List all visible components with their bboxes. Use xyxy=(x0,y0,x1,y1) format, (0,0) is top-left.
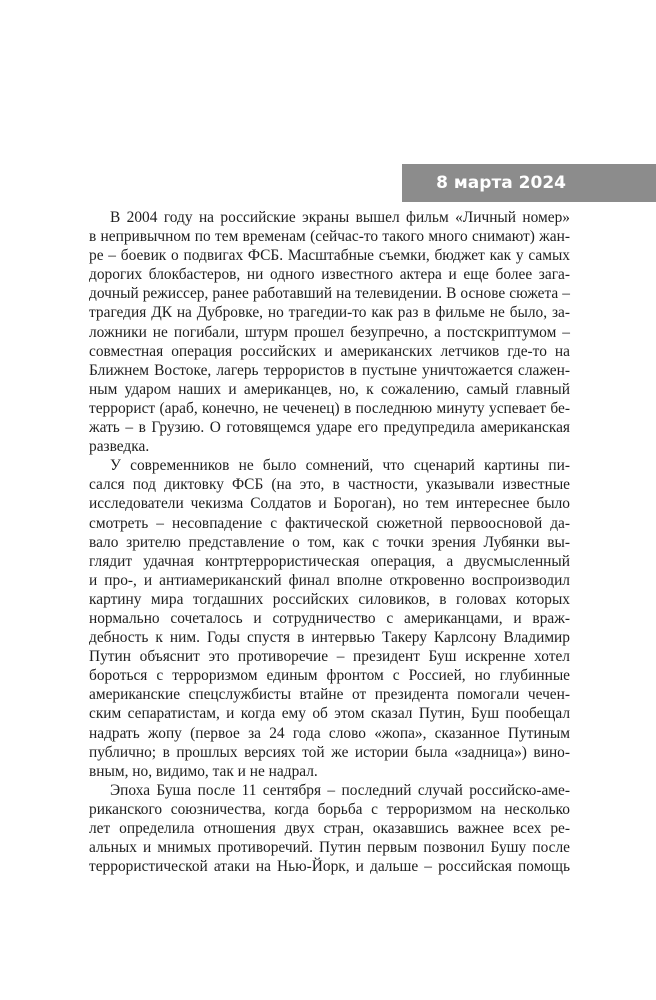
text-line: лет определила отношения двух стран, оказавшись важнее всех ре- xyxy=(89,820,570,837)
text-line: и про-, и антиамериканский финал вполне откровенно воспроизводил xyxy=(89,571,570,589)
paragraph-3 xyxy=(89,781,570,876)
paragraph-1 xyxy=(89,208,570,456)
text-line: Эпоха Буша после 11 сентября – последний случай российско-аме- xyxy=(110,781,570,799)
text-line: жать – в Грузию. О готовящемся ударе его предупредила американская xyxy=(89,419,570,437)
text-line: В 2004 году на российские экраны вышел фильм «Личный номер» xyxy=(110,209,570,226)
text-line: в непривычном по тем временам (сейчас-то такого много снимают) жан- xyxy=(89,228,570,246)
text-line: американские спецслужбисты втайне от президента помогали чечен- xyxy=(89,686,570,704)
text-line: нормально сочеталось и сотрудничество с американцами, и враж- xyxy=(89,609,570,627)
text-line: глядит удачная контртеррористическая операция, а двусмысленный xyxy=(89,552,570,570)
text-line: дорогих блокбастеров, ни одного известного актера и еще более зага- xyxy=(89,266,570,284)
text-line: дочный режиссер, ранее работавший на телевидении. В основе сюжета – xyxy=(89,285,570,303)
date-heading: 8 марта 2024 xyxy=(436,173,566,193)
text-line: публично; в прошлых версиях той же истории была «задница») вино- xyxy=(89,743,570,761)
text-line: смотреть – несовпадение с фактической сюжетной первоосновой да- xyxy=(89,514,570,532)
text-line: совместная операция российских и американских летчиков где-то на xyxy=(89,342,570,360)
text-line: трагедия ДК на Дубровке, но трагедии-то как раз в фильме не было, за- xyxy=(89,304,570,322)
text-line: террористической атаки на Нью-Йорк, и дальше – российская помощь xyxy=(89,858,570,876)
text-line: ским сепаратистам, и когда ему об этом сказал Путин, Буш пообещал xyxy=(89,705,570,723)
date-header-bar xyxy=(402,164,656,202)
text-line: сался под диктовку ФСБ (на это, в частности, указывали известные xyxy=(89,476,570,494)
text-line: ным ударом наших и американцев, но, к сожалению, самый главный xyxy=(89,380,570,398)
text-line: У современников не было сомнений, что сценарий картины пи- xyxy=(110,457,570,475)
text-line: террорист (араб, конечно, не чеченец) в последнюю минуту успевает бе- xyxy=(89,399,570,417)
text-line: риканского союзничества, когда борьба с терроризмом на несколько xyxy=(89,800,570,818)
text-line: вало зрителю представление о том, как с точки зрения Лубянки вы- xyxy=(89,533,570,551)
text-line: ре – боевик о подвигах ФСБ. Масштабные съемки, бюджет как у самых xyxy=(89,247,570,265)
text-line: картину мира тогдашних российских силовиков, в головах которых xyxy=(89,590,570,608)
text-line: вным, но, видимо, так и не надрал. xyxy=(89,762,318,780)
text-line: альных и мнимых противоречий. Путин первым позвонил Бушу после xyxy=(89,839,570,857)
text-line: ложники не погибали, штурм прошел безупречно, а постскриптумом – xyxy=(89,323,570,341)
text-line: надрать жопу (первое за 24 года слово «жопа», сказанное Путиным xyxy=(89,724,570,742)
text-line: Путин объяснит это противоречие – президент Буш искренне хотел xyxy=(89,648,570,666)
article-body xyxy=(89,208,570,876)
text-line: бороться с терроризмом единым фронтом с Россией, но глубинные xyxy=(89,667,570,685)
text-line: исследователи чекизма Солдатов и Бороган), но тем интереснее было xyxy=(89,495,570,513)
text-line: разведка. xyxy=(89,438,150,456)
text-line: Ближнем Востоке, лагерь террористов в пустыне уничтожается слажен- xyxy=(89,361,570,379)
text-line: дебность к ним. Годы спустя в интервью Такеру Карлсону Владимир xyxy=(89,629,570,647)
paragraph-2 xyxy=(89,456,570,781)
